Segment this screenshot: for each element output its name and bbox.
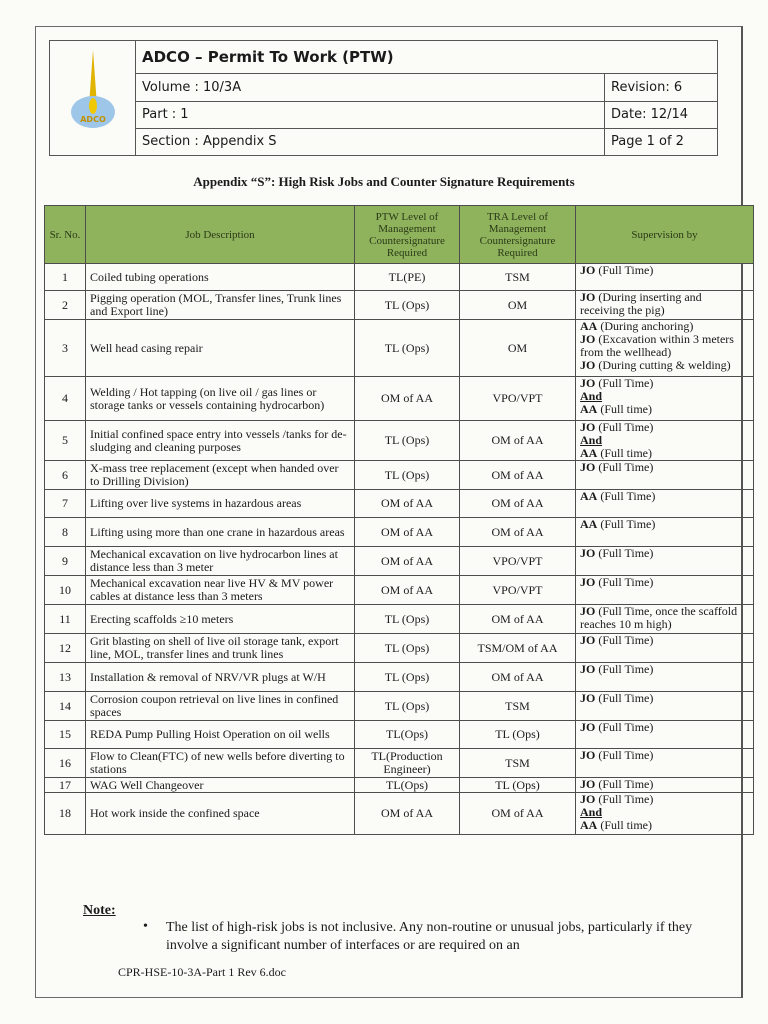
row-number: 11: [45, 605, 86, 634]
note-label: Note:: [83, 903, 116, 918]
supervision-cell: [576, 605, 754, 634]
tra-countersignature: OM of AA: [460, 793, 576, 835]
table-row: [45, 634, 754, 663]
row-number: 3: [45, 320, 86, 377]
table-row: [45, 377, 754, 421]
supervision-detail: (Full Time): [595, 662, 654, 676]
tra-countersignature: VPO/VPT: [460, 377, 576, 421]
supervisor-role: JO: [580, 792, 596, 806]
supervision-cell: [576, 547, 754, 576]
supervision-cell: [576, 634, 754, 663]
supervisor-role: JO: [580, 546, 596, 560]
ptw-countersignature: TL(PE): [355, 264, 460, 291]
ptw-countersignature: TL (Ops): [355, 291, 460, 320]
supervision-detail: (Full time): [597, 446, 653, 460]
table-row: [45, 663, 754, 692]
tra-countersignature: OM: [460, 291, 576, 320]
row-number: 10: [45, 576, 86, 605]
table-row: [45, 576, 754, 605]
adco-logo-icon: [63, 46, 123, 146]
tra-countersignature: OM of AA: [460, 605, 576, 634]
supervision-detail: (Full Time): [595, 691, 654, 705]
supervision-detail: (Full Time): [595, 376, 654, 390]
supervisor-role: AA: [580, 489, 598, 503]
tra-countersignature: TSM: [460, 692, 576, 721]
job-description: Pigging operation (MOL, Transfer lines, Trunk lines and Export line): [86, 291, 355, 320]
supervision-detail: (Full time): [597, 402, 653, 416]
supervision-cell: [576, 518, 754, 547]
supervisor-role: AA: [580, 402, 598, 416]
tra-countersignature: OM of AA: [460, 421, 576, 461]
job-description: Installation & removal of NRV/VR plugs at W/H: [86, 663, 355, 692]
ptw-countersignature: TL (Ops): [355, 692, 460, 721]
supervisor-role: JO: [580, 691, 596, 705]
supervision-cell: [576, 749, 754, 778]
supervision-detail: (Full Time): [597, 517, 656, 531]
supervisor-role: And: [580, 805, 603, 819]
table-row: [45, 421, 754, 461]
supervision-detail: (Full Time): [597, 489, 656, 503]
ptw-countersignature: OM of AA: [355, 490, 460, 518]
header-ptw-level: PTW Level of Management Countersignature Required: [355, 206, 460, 264]
table-row: [45, 749, 754, 778]
table-body: [45, 264, 754, 835]
supervisor-role: JO: [580, 777, 596, 791]
row-number: 4: [45, 377, 86, 421]
tra-countersignature: VPO/VPT: [460, 576, 576, 605]
table-header-row: [45, 206, 754, 264]
ptw-countersignature: TL(Ops): [355, 721, 460, 749]
supervision-detail: (Full Time): [595, 420, 654, 434]
supervision-cell: [576, 320, 754, 377]
row-number: 16: [45, 749, 86, 778]
row-number: 7: [45, 490, 86, 518]
supervisor-role: And: [580, 433, 603, 447]
supervision-detail: (Full Time): [595, 720, 654, 734]
volume-field: Volume : 10/3A: [136, 74, 605, 101]
table-row: [45, 264, 754, 291]
table-row: [45, 547, 754, 576]
supervisor-role: JO: [580, 662, 596, 676]
header-supervision: Supervision by: [576, 206, 754, 264]
table-row: [45, 518, 754, 547]
supervision-detail: (Full Time): [595, 546, 654, 560]
supervisor-role: JO: [580, 420, 596, 434]
date-field: Date: 12/14: [605, 101, 718, 128]
ptw-countersignature: OM of AA: [355, 576, 460, 605]
job-description: Grit blasting on shell of live oil storage tank, export line, MOL, transfer lines and trunk lines: [86, 634, 355, 663]
job-description: WAG Well Changeover: [86, 778, 355, 793]
document-title: ADCO – Permit To Work (PTW): [136, 41, 718, 74]
header-sr-no: Sr. No.: [45, 206, 86, 264]
table-row: [45, 291, 754, 320]
supervisor-role: AA: [580, 818, 598, 832]
row-number: 2: [45, 291, 86, 320]
appendix-title: Appendix “S”: High Risk Jobs and Counter Signature Requirements: [193, 174, 575, 189]
ptw-countersignature: TL(Production Engineer): [355, 749, 460, 778]
tra-countersignature: VPO/VPT: [460, 547, 576, 576]
ptw-countersignature: TL (Ops): [355, 461, 460, 490]
row-number: 6: [45, 461, 86, 490]
tra-countersignature: TL (Ops): [460, 721, 576, 749]
table-row: [45, 778, 754, 793]
supervisor-role: AA: [580, 319, 598, 333]
ptw-countersignature: TL (Ops): [355, 634, 460, 663]
document-reference: CPR-HSE-10-3A-Part 1 Rev 6.doc: [118, 965, 286, 979]
supervision-detail: (Full Time): [595, 460, 654, 474]
supervisor-role: JO: [580, 290, 596, 304]
supervision-detail: (During cutting & welding): [595, 358, 731, 372]
revision-field: Revision: 6: [605, 74, 718, 101]
supervision-cell: [576, 778, 754, 793]
header-job-description: Job Description: [86, 206, 355, 264]
note-bullet: •: [143, 919, 148, 934]
supervision-cell: [576, 663, 754, 692]
supervision-cell: [576, 461, 754, 490]
supervision-cell: [576, 692, 754, 721]
supervision-cell: [576, 576, 754, 605]
ptw-countersignature: TL (Ops): [355, 663, 460, 692]
tra-countersignature: TSM: [460, 264, 576, 291]
tra-countersignature: OM of AA: [460, 663, 576, 692]
job-description: X-mass tree replacement (except when handed over to Drilling Division): [86, 461, 355, 490]
table-row: [45, 461, 754, 490]
supervision-detail: (Full Time, once the scaffold reaches 10 m high): [580, 604, 738, 631]
supervision-cell: [576, 291, 754, 320]
supervision-detail: (Full Time): [595, 575, 654, 589]
high-risk-jobs-table: [44, 205, 754, 835]
row-number: 5: [45, 421, 86, 461]
tra-countersignature: TSM/OM of AA: [460, 634, 576, 663]
ptw-countersignature: TL (Ops): [355, 605, 460, 634]
row-number: 13: [45, 663, 86, 692]
supervision-cell: [576, 377, 754, 421]
supervisor-role: JO: [580, 263, 596, 277]
row-number: 17: [45, 778, 86, 793]
job-description: Well head casing repair: [86, 320, 355, 377]
table-row: [45, 793, 754, 835]
supervisor-role: JO: [580, 358, 596, 372]
job-description: Coiled tubing operations: [86, 264, 355, 291]
row-number: 9: [45, 547, 86, 576]
job-description: Lifting using more than one crane in hazardous areas: [86, 518, 355, 547]
job-description: Initial confined space entry into vessels /tanks for de-sludging and cleaning purposes: [86, 421, 355, 461]
job-description: Mechanical excavation near live HV & MV power cables at distance less than 3 meters: [86, 576, 355, 605]
tra-countersignature: TL (Ops): [460, 778, 576, 793]
supervision-cell: [576, 421, 754, 461]
logo-text: ADCO: [79, 115, 106, 124]
supervision-detail: (During anchoring): [597, 319, 694, 333]
supervisor-role: JO: [580, 604, 596, 618]
tra-countersignature: OM of AA: [460, 461, 576, 490]
supervisor-role: JO: [580, 460, 596, 474]
supervision-detail: (Full time): [597, 818, 653, 832]
ptw-countersignature: TL (Ops): [355, 320, 460, 377]
row-number: 18: [45, 793, 86, 835]
note-text: The list of high-risk jobs is not inclusive. Any non-routine or unusual jobs, particularly if they involve a significant number of interfaces or are required on an: [166, 920, 693, 953]
row-number: 15: [45, 721, 86, 749]
row-number: 14: [45, 692, 86, 721]
tra-countersignature: TSM: [460, 749, 576, 778]
table-row: [45, 320, 754, 377]
supervision-detail: (Full Time): [595, 748, 654, 762]
ptw-countersignature: TL(Ops): [355, 778, 460, 793]
supervisor-role: JO: [580, 633, 596, 647]
ptw-countersignature: OM of AA: [355, 547, 460, 576]
ptw-countersignature: OM of AA: [355, 377, 460, 421]
supervision-cell: [576, 793, 754, 835]
company-logo: [50, 41, 136, 156]
tra-countersignature: OM of AA: [460, 490, 576, 518]
job-description: Welding / Hot tapping (on live oil / gas lines or storage tanks or vessels containing hydrocarbon): [86, 377, 355, 421]
supervisor-role: JO: [580, 332, 596, 346]
table-row: [45, 721, 754, 749]
page-number: Page 1 of 2: [605, 128, 718, 155]
supervisor-role: JO: [580, 720, 596, 734]
supervision-detail: (Full Time): [595, 263, 654, 277]
part-field: Part : 1: [136, 101, 605, 128]
supervision-detail: (During inserting and receiving the pig): [580, 290, 702, 317]
supervisor-role: And: [580, 389, 603, 403]
supervision-cell: [576, 264, 754, 291]
ptw-countersignature: OM of AA: [355, 793, 460, 835]
job-description: Mechanical excavation on live hydrocarbon lines at distance less than 3 meter: [86, 547, 355, 576]
supervisor-role: JO: [580, 748, 596, 762]
ptw-countersignature: OM of AA: [355, 518, 460, 547]
tra-countersignature: OM: [460, 320, 576, 377]
supervisor-role: AA: [580, 517, 598, 531]
row-number: 1: [45, 264, 86, 291]
job-description: Flow to Clean(FTC) of new wells before diverting to stations: [86, 749, 355, 778]
job-description: Lifting over live systems in hazardous areas: [86, 490, 355, 518]
supervisor-role: AA: [580, 446, 598, 460]
job-description: Hot work inside the confined space: [86, 793, 355, 835]
supervision-detail: (Full Time): [595, 633, 654, 647]
supervision-cell: [576, 721, 754, 749]
supervision-cell: [576, 490, 754, 518]
row-number: 8: [45, 518, 86, 547]
table-row: [45, 605, 754, 634]
job-description: Erecting scaffolds ≥10 meters: [86, 605, 355, 634]
ptw-countersignature: TL (Ops): [355, 421, 460, 461]
table-row: [45, 692, 754, 721]
supervision-detail: (Full Time): [595, 777, 654, 791]
section-field: Section : Appendix S: [136, 128, 605, 155]
tra-countersignature: OM of AA: [460, 518, 576, 547]
document-header: [49, 40, 718, 156]
row-number: 12: [45, 634, 86, 663]
supervision-detail: (Full Time): [595, 792, 654, 806]
supervisor-role: JO: [580, 575, 596, 589]
table-row: [45, 490, 754, 518]
supervision-detail: (Excavation within 3 meters from the wellhead): [580, 332, 734, 359]
job-description: Corrosion coupon retrieval on live lines in confined spaces: [86, 692, 355, 721]
job-description: REDA Pump Pulling Hoist Operation on oil wells: [86, 721, 355, 749]
header-tra-level: TRA Level of Management Countersignature Required: [460, 206, 576, 264]
supervisor-role: JO: [580, 376, 596, 390]
